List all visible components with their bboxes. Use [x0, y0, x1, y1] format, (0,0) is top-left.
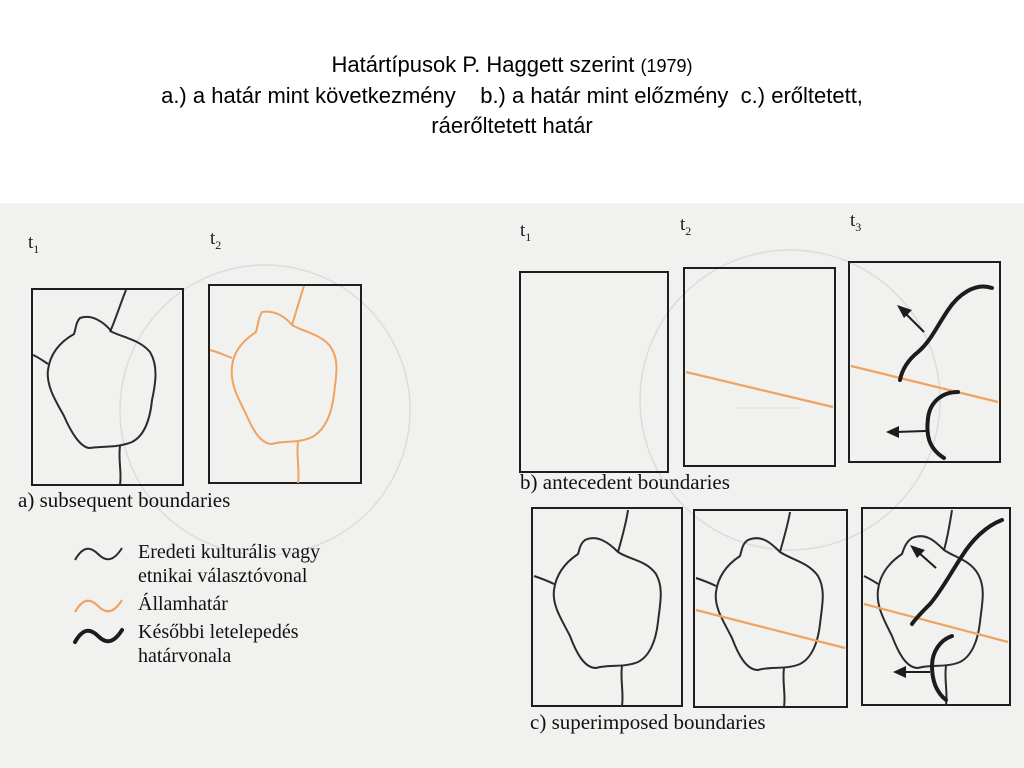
caption-c: c) superimposed boundaries [530, 710, 766, 734]
title-line-3: ráerőltetett határ [431, 113, 593, 138]
panel-c-t2-ethnic-line [696, 512, 823, 707]
legend-state-border-label: Államhatár [138, 593, 228, 615]
legend-ethnic-line-label: Eredeti kulturális vagy etnikai választóvonal [138, 541, 321, 587]
title-line-2: a.) a határ mint következmény b.) a határ mint előzmény c.) erőltetett, [161, 83, 863, 108]
time-label-t1-a: $t_1$ [28, 232, 40, 256]
panel-b-t3-state-border [851, 366, 998, 402]
legend-ethnic-line-swatch [75, 548, 122, 560]
panel-b-t2-state-border [686, 372, 833, 407]
panel-b-t3-arrows [895, 311, 926, 432]
title-year: (1979) [640, 56, 693, 76]
time-label-t1-b: $t_1$ [520, 220, 532, 244]
time-label-t2-b: $t_2$ [680, 214, 692, 238]
panel-a-t1-ethnic-line [33, 290, 156, 485]
legend-state-border-swatch [75, 600, 122, 612]
caption-a: a) subsequent boundaries [18, 488, 231, 512]
panel-c-t3-arrows [902, 552, 936, 672]
time-label-t2-a: $t_2$ [210, 228, 222, 252]
legend-settlement-line-label: Későbbi letelepedés határvonala [138, 621, 299, 667]
caption-b: b) antecedent boundaries [520, 470, 730, 494]
panel-c-t2-state-border [696, 610, 845, 648]
panel-c-t3-frame [862, 508, 1010, 705]
panel-c-t3-ethnic-line [864, 510, 983, 705]
panel-a-t1-frame [32, 289, 183, 485]
panel-a-t2-frame [209, 285, 361, 483]
panel-c-t1-ethnic-line [534, 510, 661, 706]
panel-b-t3-arrowheads [886, 305, 912, 438]
panel-b-t2-frame [684, 268, 835, 466]
panel-a-t2-state-border [210, 286, 337, 483]
title-main: Határtípusok P. Haggett szerint [331, 52, 635, 77]
legend-settlement-line-swatch [75, 630, 122, 642]
time-label-t3-b: $t_3$ [850, 210, 862, 234]
